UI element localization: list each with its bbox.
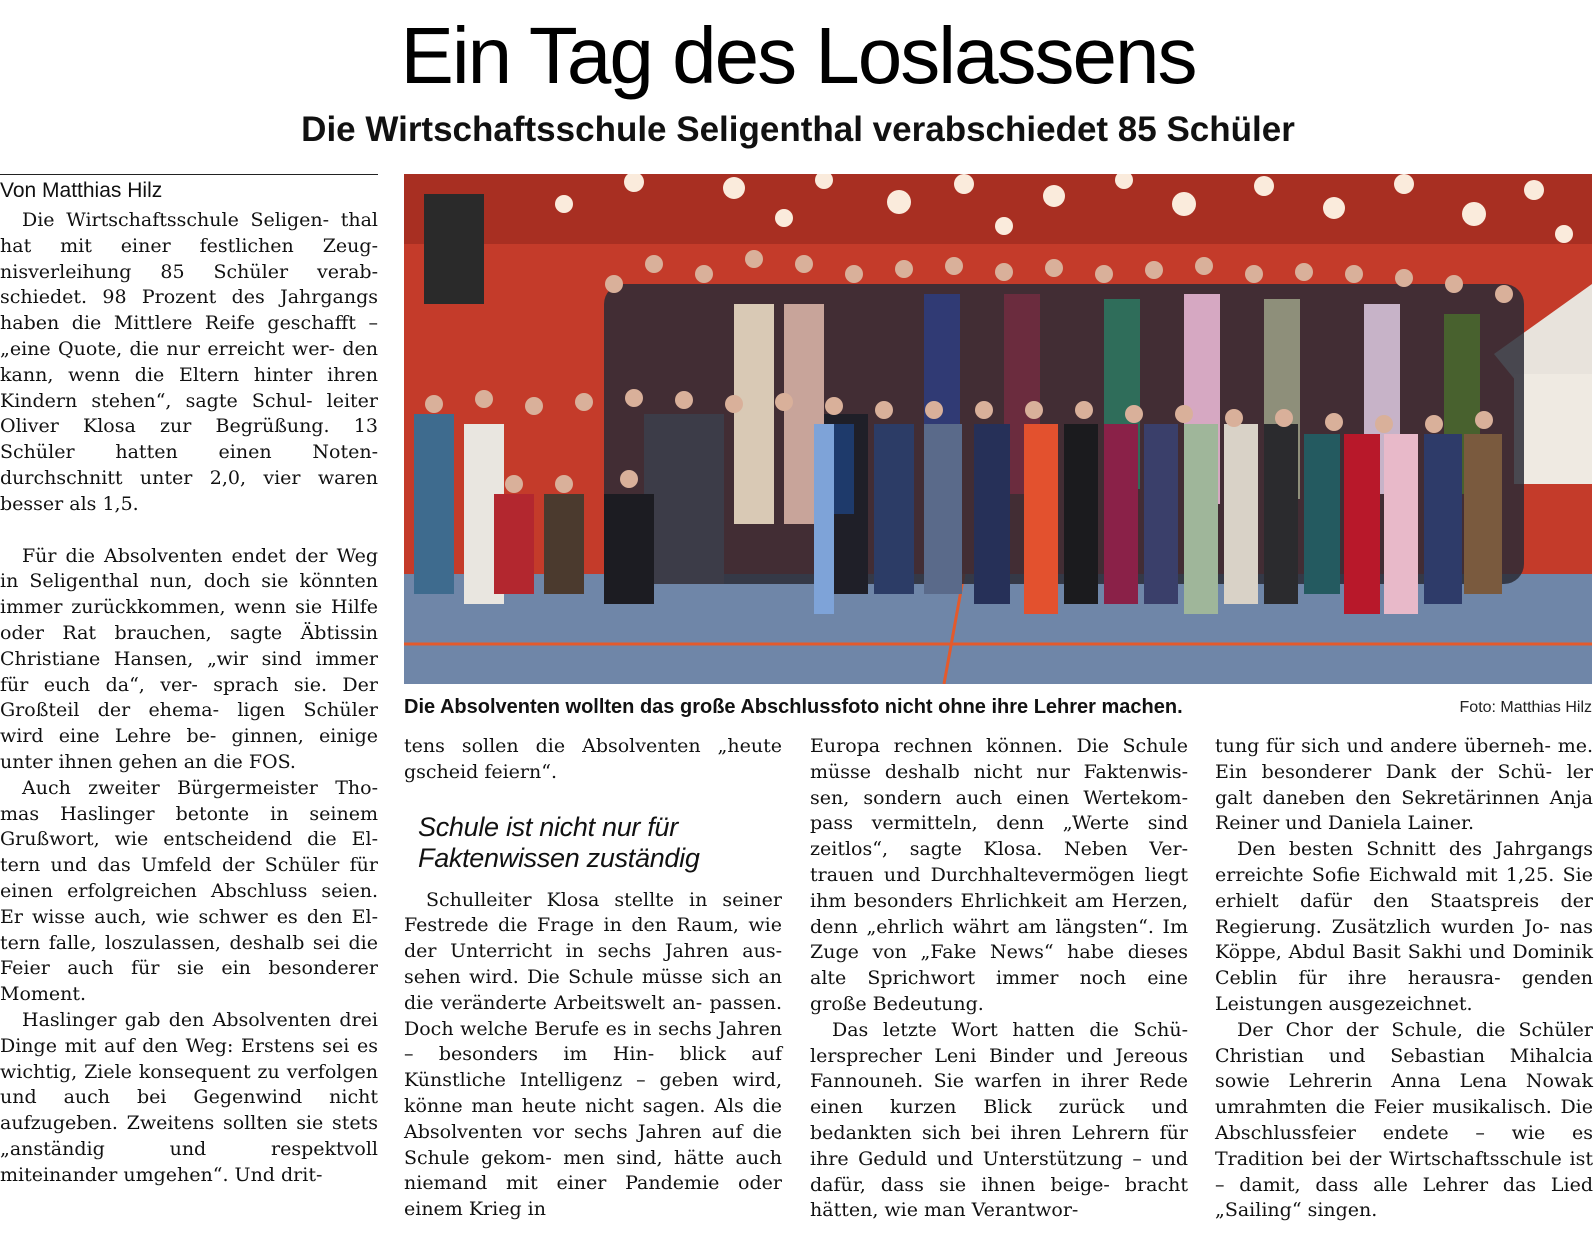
graduation-photo-illustration bbox=[404, 174, 1592, 684]
column-4 bbox=[1215, 734, 1593, 1224]
photo-credit: Foto: Matthias Hilz bbox=[1459, 699, 1592, 716]
headline: Ein Tag des Loslassens bbox=[400, 11, 1196, 100]
paragraph-11: Der Chor der Schule, die Schüler Christian und Sebastian Mihalcia sowie Lehrerin Anna Lena Nowak umrahmten die Feier musikalisch. Die Abschlussfeier endete – wie es Tradition bei der Wirtschaftsschule ist – damit, dass alle Lehrer das Lied „Sailing“ singen. bbox=[1215, 1018, 1593, 1222]
paragraph-6: Schulleiter Klosa stellte in seiner Festrede die Frage in den Raum, wie der Unterricht in sechs Jahren aus- sehen wird. Die Schule müsse sich an die veränderte Arbeitswelt an- passen. Doch welche Berufe es in sechs Jahren – besonders im Hin- blick auf Künstliche Intelligenz – geben wird, könne man heute nicht sagen. Als die Absolventen vor sechs Jahren auf die Schule gekom- men sind, hätte auch niemand mit einer Pandemie oder einem Krieg in bbox=[404, 888, 782, 1221]
paragraph-9: tung für sich und andere überneh- me. Ein besonderer Dank der Schü- ler galt daneben den Sekretärinnen Anja Reiner und Daniela Lainer. bbox=[1215, 735, 1593, 835]
column-3 bbox=[810, 734, 1188, 1224]
paragraph-1: Die Wirtschaftsschule Seligen- thal hat mit einer festlichen Zeug- nisverleihung 85 Schüler verab- schiedet. 98 Prozent des Jahrgangs haben die Mittlere Reife geschafft – „eine Quote, die nur erreicht wer- den kann, wenn die Eltern hinter ihren Kindern stehen“, sagte Schul- leiter Oliver Klosa zur Begrüßung. 13 Schüler hatten einen Noten- durchschnitt unter 2,0, vier waren besser als 1,5. bbox=[0, 209, 378, 515]
paragraph-5: tens sollen die Absolventen „heute gscheid feiern“. bbox=[404, 735, 782, 783]
column-1 bbox=[0, 208, 378, 1188]
column-2 bbox=[404, 734, 782, 1223]
graduation-photo bbox=[404, 174, 1592, 684]
paragraph-4: Haslinger gab den Absolventen drei Dinge mit auf den Weg: Erstens sei es wichtig, Ziele konsequent zu verfolgen und auch bei Gegenwind nicht aufzugeben. Zweitens sollten sie stets „anständig und respektvoll miteinander umgehen“. Und drit- bbox=[0, 1008, 378, 1186]
section-subtitle: Schule ist nicht nur für Faktenwissen zuständig bbox=[418, 811, 700, 873]
paragraph-3: Auch zweiter Bürgermeister Tho- mas Haslinger betonte in seinem Grußwort, wie entscheidend die El- tern und das Umfeld der Schüler für einen erfolgreichen Abschluss seien. Er wisse auch, wie schwer es den El- tern falle, loszulassen, deshalb sei die Feier auch für sie ein besonderer Moment. bbox=[0, 776, 378, 1006]
photo-caption: Die Absolventen wollten das große Abschlussfoto nicht ohne ihre Lehrer machen. bbox=[404, 696, 1183, 718]
subheadline: Die Wirtschaftsschule Seligenthal verabschiedet 85 Schüler bbox=[301, 110, 1295, 149]
byline-rule bbox=[0, 174, 378, 175]
paragraph-8: Das letzte Wort hatten die Schü- lersprecher Leni Binder und Jereous Fannouneh. Sie warfen in ihrer Rede einen kurzen Blick zurück und bedankten sich bei ihren Lehrern für ihre Geduld und Unterstützung – und dafür, dass sie ihnen beige- bracht hätten, wie man Verantwor- bbox=[810, 1018, 1188, 1222]
paragraph-10: Den besten Schnitt des Jahrgangs erreichte Sofie Eichwald mit 1,25. Sie erhielt dafür den Staatspreis der Regierung. Zusätzlich wurden Jo- nas Köppe, Abdul Basit Sakhi und Dominik Ceblin für ihre herausra- genden Leistungen ausgezeichnet. bbox=[1215, 838, 1593, 1015]
paragraph-7: Europa rechnen können. Die Schule müsse deshalb nicht nur Faktenwis- sen, sondern auch einen Wertekom- pass vermitteln, denn „Werte sind zeitlos“, sagte Klosa. Neben Ver- trauen und Durchhaltevermögen liegt ihm besonders Ehrlichkeit am Herzen, denn „ehrlich währt am längsten“. Im Zuge von „Fake News“ habe dieses alte Sprichwort immer noch eine große Bedeutung. bbox=[810, 735, 1188, 1015]
byline: Von Matthias Hilz bbox=[0, 179, 163, 202]
paragraph-2: Für die Absolventen endet der Weg in Seligenthal nun, doch sie könnten immer zurückkommen, wenn sie Hilfe oder Rat brauchen, sagte Äbtissin Christiane Hansen, „wir sind immer für euch da“, ver- sprach sie. Der Großteil der ehema- ligen Schüler wird eine Lehre be- ginnen, einige unter ihnen gehen an die FOS. bbox=[0, 544, 378, 773]
